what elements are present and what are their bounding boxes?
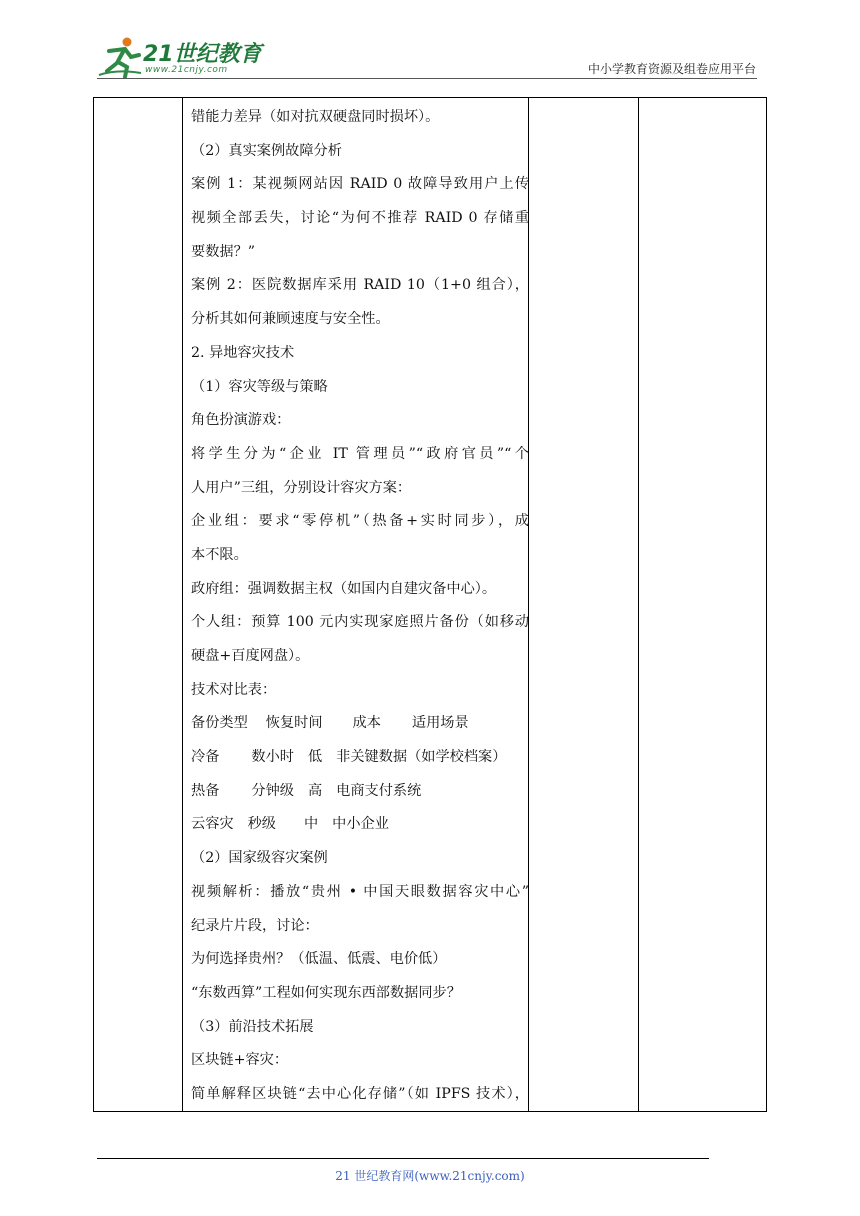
comparison-cell: 秒级	[247, 816, 276, 833]
teaching-content-cell	[191, 101, 529, 1112]
text-line: 视频解析：播放“贵州 • 中国天眼数据容灾中心”	[191, 883, 529, 900]
text-line: 区块链+容灾：	[191, 1052, 289, 1069]
comparison-cell: 高	[307, 782, 323, 799]
column-divider	[182, 98, 183, 1111]
comparison-cell: 非关键数据（如学校档案）	[336, 749, 507, 766]
text-line: “东数西算”工程如何实现东西部数据同步？	[191, 984, 461, 1001]
text-line: （2）真实案例故障分析	[191, 142, 342, 159]
comparison-cell: 电商支付系统	[336, 782, 422, 799]
text-line: 视频全部丢失，讨论“为何不推荐 RAID 0 存储重	[191, 210, 529, 227]
text-line: 分析其如何兼顾速度与安全性。	[191, 311, 390, 328]
comparison-header-row	[191, 707, 529, 741]
platform-title: 中小学教育资源及组卷应用平台	[587, 62, 756, 76]
comparison-row	[191, 741, 529, 775]
text-line: 角色扮演游戏：	[191, 412, 291, 429]
comparison-cell: 低	[307, 749, 323, 766]
comparison-cell: 云容灾	[191, 816, 234, 833]
comparison-cell: 中小企业	[332, 816, 389, 833]
section-heading: 2. 异地容灾技术	[191, 344, 295, 361]
text-line: 为何选择贵州？（低温、低震、电价低）	[191, 951, 447, 968]
text-line: （3）前沿技术拓展	[191, 1018, 314, 1035]
footer-text: 21 世纪教育网(www.21cnjy.com)	[335, 1169, 525, 1183]
text-line: 案例 1：某视频网站因 RAID 0 故障导致用户上传	[191, 176, 529, 193]
comparison-row	[191, 808, 529, 842]
footer-divider	[97, 1158, 709, 1159]
comparison-cell: 冷备	[191, 749, 220, 766]
text-line: 人用户”三组，分别设计容灾方案：	[191, 479, 412, 496]
text-line: （2）国家级容灾案例	[191, 850, 328, 867]
site-logo	[97, 35, 267, 79]
comparison-header-cell: 适用场景	[411, 715, 469, 732]
text-line: 技术对比表：	[191, 681, 277, 698]
logo-url: www.21cnjy.com	[145, 65, 228, 75]
text-line: 个人组：预算 100 元内实现家庭照片备份（如移动	[191, 614, 529, 631]
column-divider	[638, 98, 639, 1111]
comparison-cell: 数小时	[251, 749, 294, 766]
text-line: 案例 2：医院数据库采用 RAID 10（1+0 组合），	[191, 277, 529, 294]
text-line: （1）容灾等级与策略	[191, 378, 328, 395]
comparison-cell: 热备	[191, 782, 220, 799]
header-divider	[97, 78, 757, 79]
comparison-cell: 中	[303, 816, 319, 833]
comparison-header-cell: 恢复时间	[265, 715, 323, 732]
comparison-row	[191, 775, 529, 809]
runner-logo-icon	[97, 35, 143, 79]
text-line: 将学生分为“企业 IT 管理员”“政府官员”“个	[191, 445, 529, 462]
text-line: 本不限。	[191, 546, 248, 563]
text-line: 政府组：强调数据主权（如国内自建灾备中心）。	[191, 580, 497, 597]
text-line: 要数据？”	[191, 243, 256, 260]
comparison-header-cell: 成本	[352, 715, 381, 732]
comparison-cell: 分钟级	[251, 782, 294, 799]
comparison-header-cell: 备份类型	[191, 715, 248, 732]
text-line: 简单解释区块链“去中心化存储”（如 IPFS 技术），	[191, 1085, 529, 1102]
text-line: 错能力差异（如对抗双硬盘同时损坏）。	[191, 109, 440, 125]
text-line: 纪录片片段，讨论：	[191, 917, 319, 934]
text-line: 企业组：要求“零停机”（热备+实时同步），成	[191, 513, 529, 530]
logo-text: 21世纪教育	[143, 42, 262, 67]
text-line: 硬盘+百度网盘）。	[191, 648, 310, 664]
